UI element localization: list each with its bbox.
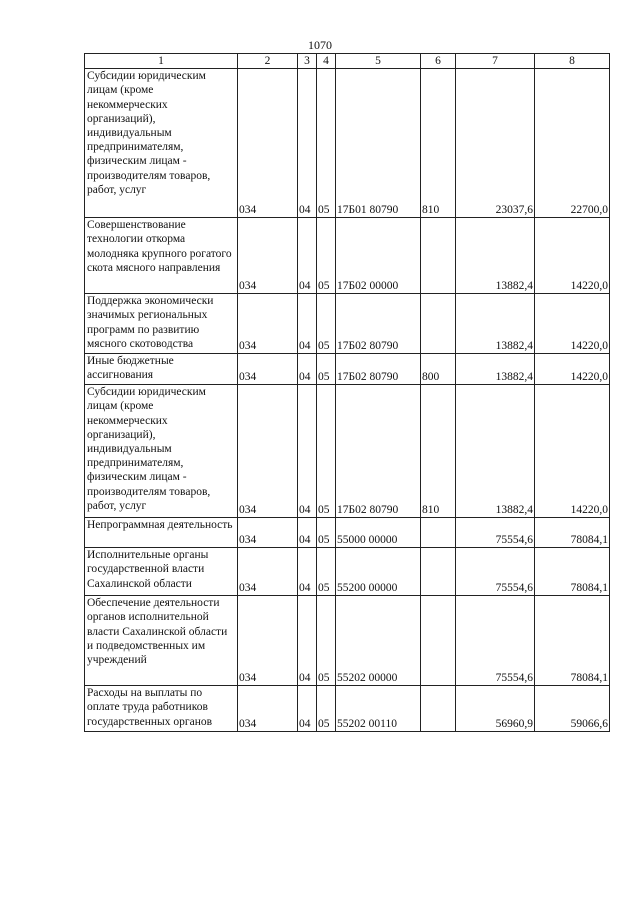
cell-csr: 55202 00000 xyxy=(336,596,421,686)
row-name: Субсидии юридическим лицам (кроме некоммерческих организаций), индивидуальным предпринимателям, физическим лицам - производителям товаров, работ, услуг xyxy=(85,69,238,218)
cell-ved: 034 xyxy=(238,218,298,294)
cell-year2: 14220,0 xyxy=(535,218,610,294)
cell-ved: 034 xyxy=(238,354,298,385)
cell-ved: 034 xyxy=(238,518,298,548)
table-row xyxy=(85,686,610,732)
cell-rz: 04 xyxy=(298,548,317,596)
cell-ved: 034 xyxy=(238,294,298,354)
cell-rz: 04 xyxy=(298,596,317,686)
cell-pr: 05 xyxy=(317,686,336,732)
cell-rz: 04 xyxy=(298,294,317,354)
col-header: 4 xyxy=(317,54,336,69)
cell-vr: 800 xyxy=(421,354,456,385)
cell-year1: 13882,4 xyxy=(456,354,535,385)
table-header-row xyxy=(85,54,610,69)
row-name: Расходы на выплаты по оплате труда работников государственных органов xyxy=(85,686,238,732)
cell-year2: 78084,1 xyxy=(535,596,610,686)
cell-csr: 17Б02 80790 xyxy=(336,385,421,518)
cell-ved: 034 xyxy=(238,69,298,218)
cell-year1: 56960,9 xyxy=(456,686,535,732)
cell-year1: 23037,6 xyxy=(456,69,535,218)
cell-rz: 04 xyxy=(298,518,317,548)
cell-rz: 04 xyxy=(298,218,317,294)
cell-pr: 05 xyxy=(317,294,336,354)
cell-pr: 05 xyxy=(317,385,336,518)
table-row xyxy=(85,548,610,596)
cell-rz: 04 xyxy=(298,385,317,518)
cell-csr: 17Б02 80790 xyxy=(336,294,421,354)
cell-pr: 05 xyxy=(317,518,336,548)
row-name: Поддержка экономически значимых региональных программ по развитию мясного скотоводства xyxy=(85,294,238,354)
cell-csr: 55202 00110 xyxy=(336,686,421,732)
cell-csr: 17Б02 00000 xyxy=(336,218,421,294)
cell-csr: 17Б02 80790 xyxy=(336,354,421,385)
cell-rz: 04 xyxy=(298,686,317,732)
cell-year2: 14220,0 xyxy=(535,354,610,385)
col-header: 3 xyxy=(298,54,317,69)
row-name: Иные бюджетные ассигнования xyxy=(85,354,238,385)
cell-vr xyxy=(421,596,456,686)
col-header: 8 xyxy=(535,54,610,69)
cell-vr xyxy=(421,218,456,294)
row-name: Исполнительные органы государственной власти Сахалинской области xyxy=(85,548,238,596)
cell-vr xyxy=(421,518,456,548)
cell-year2: 78084,1 xyxy=(535,518,610,548)
cell-year1: 13882,4 xyxy=(456,385,535,518)
cell-pr: 05 xyxy=(317,596,336,686)
cell-year1: 13882,4 xyxy=(456,218,535,294)
col-header: 5 xyxy=(336,54,421,69)
row-name: Совершенствование технологии откорма молодняка крупного рогатого скота мясного направления xyxy=(85,218,238,294)
table-row xyxy=(85,596,610,686)
cell-ved: 034 xyxy=(238,686,298,732)
col-header: 1 xyxy=(85,54,238,69)
cell-vr: 810 xyxy=(421,385,456,518)
cell-csr: 17Б01 80790 xyxy=(336,69,421,218)
cell-pr: 05 xyxy=(317,548,336,596)
row-name: Непрограммная деятельность xyxy=(85,518,238,548)
cell-vr xyxy=(421,294,456,354)
cell-year1: 75554,6 xyxy=(456,548,535,596)
cell-year2: 59066,6 xyxy=(535,686,610,732)
cell-pr: 05 xyxy=(317,69,336,218)
cell-rz: 04 xyxy=(298,354,317,385)
cell-rz: 04 xyxy=(298,69,317,218)
table-row xyxy=(85,354,610,385)
cell-ved: 034 xyxy=(238,385,298,518)
cell-year1: 75554,6 xyxy=(456,518,535,548)
table-row xyxy=(85,69,610,218)
table-row xyxy=(85,218,610,294)
page-number: 1070 xyxy=(308,38,332,52)
cell-year1: 13882,4 xyxy=(456,294,535,354)
cell-vr xyxy=(421,548,456,596)
budget-table xyxy=(84,53,610,732)
col-header: 6 xyxy=(421,54,456,69)
cell-year2: 14220,0 xyxy=(535,385,610,518)
col-header: 2 xyxy=(238,54,298,69)
cell-ved: 034 xyxy=(238,596,298,686)
cell-vr xyxy=(421,686,456,732)
cell-year2: 22700,0 xyxy=(535,69,610,218)
row-name: Субсидии юридическим лицам (кроме некоммерческих организаций), индивидуальным предпринимателям, физическим лицам - производителям товаров, работ, услуг xyxy=(85,385,238,518)
cell-year2: 14220,0 xyxy=(535,294,610,354)
cell-csr: 55000 00000 xyxy=(336,518,421,548)
cell-year1: 75554,6 xyxy=(456,596,535,686)
cell-vr: 810 xyxy=(421,69,456,218)
cell-pr: 05 xyxy=(317,218,336,294)
col-header: 7 xyxy=(456,54,535,69)
cell-ved: 034 xyxy=(238,548,298,596)
row-name: Обеспечение деятельности органов исполнительной власти Сахалинской области и подведомственных им учреждений xyxy=(85,596,238,686)
cell-year2: 78084,1 xyxy=(535,548,610,596)
table-row xyxy=(85,385,610,518)
cell-pr: 05 xyxy=(317,354,336,385)
table-row xyxy=(85,294,610,354)
table-row xyxy=(85,518,610,548)
cell-csr: 55200 00000 xyxy=(336,548,421,596)
